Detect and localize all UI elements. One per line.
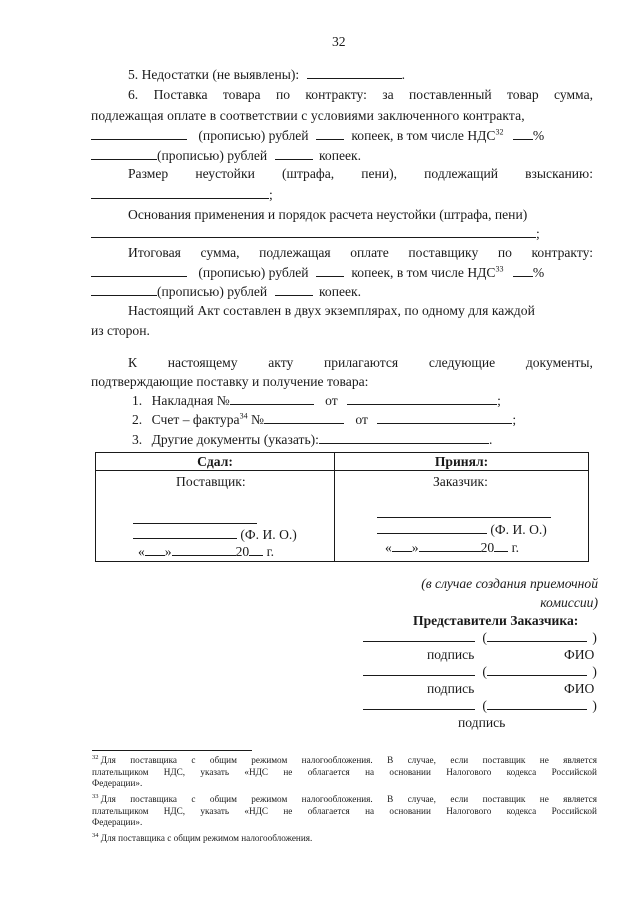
word: товара bbox=[222, 87, 261, 102]
total-line1 bbox=[128, 244, 593, 261]
word: не bbox=[539, 794, 549, 804]
signature-line bbox=[377, 505, 551, 518]
word: случае, bbox=[407, 755, 436, 765]
blank-field bbox=[316, 127, 344, 140]
word-text: Для bbox=[100, 794, 116, 804]
word: является bbox=[563, 755, 597, 765]
blank-field bbox=[419, 539, 481, 552]
footnote-ref: 32 bbox=[495, 127, 504, 137]
word: товар bbox=[506, 87, 539, 102]
doc-label: Другие документы (указать): bbox=[151, 432, 319, 447]
footnote-line bbox=[92, 767, 597, 779]
blank-field bbox=[145, 543, 165, 556]
word: кодекса bbox=[506, 766, 537, 777]
word: указать bbox=[200, 766, 230, 777]
word: Поставка bbox=[153, 87, 208, 102]
semicolon: ; bbox=[512, 412, 517, 427]
attach-line2: подтверждающие поставку и получение товара: bbox=[91, 374, 369, 389]
supplier-role: Поставщик: bbox=[176, 474, 246, 489]
doc-item-2 bbox=[132, 411, 516, 428]
total-line2 bbox=[91, 264, 544, 281]
word: прилагаются bbox=[323, 355, 399, 370]
fio-label: (Ф. И. О.) bbox=[490, 522, 547, 537]
word: режимом bbox=[251, 794, 288, 804]
text: (прописью) рублей bbox=[157, 148, 268, 163]
word: не bbox=[283, 805, 293, 816]
word: оплате bbox=[350, 245, 389, 260]
blank-field bbox=[363, 663, 475, 676]
period: . bbox=[401, 67, 405, 82]
semicolon: ; bbox=[269, 187, 273, 202]
word: пени), bbox=[361, 166, 398, 181]
word: документы, bbox=[525, 355, 593, 370]
customer-role: Заказчик: bbox=[433, 474, 488, 489]
word: общим bbox=[209, 794, 237, 804]
blank-field bbox=[275, 147, 313, 160]
word: на bbox=[365, 805, 375, 816]
rep-fio-label-2: ФИО bbox=[564, 681, 595, 696]
rep-line-2 bbox=[363, 663, 597, 680]
word: контракту: bbox=[305, 87, 367, 102]
attach-line1 bbox=[128, 354, 593, 371]
rep-sign-label-3: подпись bbox=[458, 715, 506, 730]
customer-date-line bbox=[385, 539, 519, 556]
blank-field bbox=[275, 283, 313, 296]
blank-field bbox=[487, 629, 587, 642]
customer-cell bbox=[335, 471, 589, 562]
blank-field bbox=[319, 431, 489, 444]
text: копеек. bbox=[318, 148, 362, 163]
word: с bbox=[191, 755, 196, 765]
doc-number: 1. bbox=[132, 393, 143, 408]
word-text: Для bbox=[100, 755, 116, 765]
footnote-line: Федерации». bbox=[92, 778, 143, 788]
percent-sign: % bbox=[532, 128, 545, 143]
blank-field bbox=[377, 521, 487, 534]
word: поставленный bbox=[409, 87, 492, 102]
text: копеек, в том числе НДС bbox=[351, 265, 496, 280]
word: К bbox=[128, 355, 138, 370]
percent-sign: % bbox=[532, 265, 545, 280]
word: сумма, bbox=[200, 245, 240, 260]
word: за bbox=[382, 87, 394, 102]
text: копеек. bbox=[318, 284, 362, 299]
word: настоящему bbox=[167, 355, 238, 370]
doc-from: от bbox=[325, 393, 338, 408]
rep-line-1 bbox=[363, 629, 597, 646]
item6-line3 bbox=[91, 127, 544, 144]
total-line3 bbox=[91, 283, 361, 300]
word: основании bbox=[389, 805, 431, 816]
doc-number: 2. bbox=[132, 412, 143, 427]
item6-line4 bbox=[91, 147, 361, 164]
text: копеек, в том числе НДС bbox=[351, 128, 496, 143]
word: случае, bbox=[407, 794, 436, 804]
word: подлежащий bbox=[424, 166, 498, 181]
paren-close: ) bbox=[592, 698, 597, 713]
word: если bbox=[450, 755, 469, 765]
semicolon: ; bbox=[536, 226, 540, 241]
blank-field bbox=[249, 543, 263, 556]
penalty-line bbox=[128, 165, 593, 182]
word: Размер bbox=[128, 166, 169, 181]
word: налогообложения. bbox=[301, 794, 373, 804]
word: следующие bbox=[428, 355, 496, 370]
word: является bbox=[563, 794, 597, 804]
representatives-heading: Представители Заказчика: bbox=[413, 613, 579, 628]
fio-label: (Ф. И. О.) bbox=[240, 527, 297, 542]
semicolon: ; bbox=[497, 393, 501, 408]
doc-item-3 bbox=[132, 431, 492, 448]
year-prefix: 20 bbox=[235, 544, 250, 559]
word: Российской bbox=[551, 805, 597, 816]
doc-from: от bbox=[355, 412, 368, 427]
text: (прописью) рублей bbox=[157, 284, 268, 299]
handed-over-header bbox=[96, 453, 335, 471]
footnote-line bbox=[92, 794, 597, 806]
date-close: » bbox=[164, 544, 172, 559]
text: (прописью) рублей bbox=[198, 128, 309, 143]
footnote-line: Федерации». bbox=[92, 817, 143, 827]
accepted-header bbox=[335, 453, 589, 471]
word: режимом bbox=[251, 755, 288, 765]
word: В bbox=[387, 755, 394, 765]
rep-fio-label-1: ФИО bbox=[564, 647, 595, 662]
word: указать bbox=[200, 805, 230, 816]
word: поставщик bbox=[482, 794, 526, 804]
word: налогообложения. bbox=[301, 755, 373, 765]
word: неустойки bbox=[195, 166, 255, 181]
blank-field bbox=[363, 629, 475, 642]
item6-line1 bbox=[128, 86, 593, 103]
blank-field bbox=[91, 283, 157, 296]
word bbox=[92, 794, 116, 806]
footnote-ref: 33 bbox=[495, 264, 504, 274]
paren-close: ) bbox=[592, 664, 597, 679]
word: плательщиком bbox=[92, 805, 149, 816]
doc-item-1 bbox=[132, 392, 501, 409]
word: сумма, bbox=[553, 87, 593, 102]
blank-field bbox=[133, 526, 237, 539]
blank-field bbox=[513, 127, 533, 140]
commission-note-line2: комиссии) bbox=[540, 595, 598, 610]
word: Российской bbox=[551, 766, 597, 777]
penalty-blank-line bbox=[91, 186, 273, 203]
header-text: Сдал: bbox=[197, 454, 233, 469]
blank-field bbox=[494, 539, 508, 552]
blank-field bbox=[487, 697, 587, 710]
word: «НДС bbox=[244, 766, 269, 777]
word: Итоговая bbox=[128, 245, 181, 260]
blank-field bbox=[307, 66, 402, 79]
copies-line2: из сторон. bbox=[91, 323, 150, 338]
word: акту bbox=[268, 355, 294, 370]
word: облагается bbox=[307, 766, 350, 777]
word: облагается bbox=[307, 805, 350, 816]
supplier-date-line bbox=[138, 543, 274, 560]
footnote-number: 33 bbox=[92, 792, 99, 800]
blank-field bbox=[513, 264, 533, 277]
paren-open: ( bbox=[482, 664, 487, 679]
header-text: Принял: bbox=[434, 454, 489, 469]
word: поставщика bbox=[130, 755, 178, 765]
blank-field bbox=[91, 264, 187, 277]
word: поставщику bbox=[408, 245, 479, 260]
word: «НДС bbox=[244, 805, 269, 816]
word: поставщика bbox=[130, 794, 178, 804]
paren-close: ) bbox=[592, 630, 597, 645]
word: общим bbox=[209, 755, 237, 765]
blank-field bbox=[377, 411, 512, 424]
customer-fio-line bbox=[377, 521, 547, 538]
blank-field bbox=[487, 663, 587, 676]
supplier-fio-line bbox=[133, 526, 297, 543]
item5-line bbox=[128, 66, 405, 83]
year-suffix: г. bbox=[266, 544, 275, 559]
supplier-cell bbox=[96, 471, 335, 562]
doc-label: Счет – фактура bbox=[151, 412, 240, 427]
footnote-line bbox=[92, 806, 597, 818]
footnote-34 bbox=[92, 833, 312, 845]
word: по bbox=[275, 87, 291, 102]
footnote-33 bbox=[92, 794, 597, 829]
item6-line2: подлежащая оплате в соответствии с условиями заключенного контракта, bbox=[91, 108, 525, 123]
word: не bbox=[283, 766, 293, 777]
word: кодекса bbox=[506, 805, 537, 816]
word: НДС, bbox=[163, 766, 186, 777]
word bbox=[92, 755, 116, 767]
blank-field bbox=[91, 225, 536, 238]
word: взысканию: bbox=[525, 166, 593, 181]
word: Налогового bbox=[446, 766, 492, 777]
blank-field bbox=[91, 186, 269, 199]
word: контракту: bbox=[531, 245, 593, 260]
paren-open: ( bbox=[482, 698, 487, 713]
word: НДС, bbox=[163, 805, 186, 816]
commission-note-line1: (в случае создания приемочной bbox=[421, 576, 598, 591]
rep-line-3 bbox=[363, 697, 597, 714]
doc-label: Накладная № bbox=[151, 393, 230, 408]
period: . bbox=[488, 432, 493, 447]
doc-label-no: № bbox=[247, 412, 264, 427]
footnote-text: Для поставщика с общим режимом налогообложения. bbox=[100, 833, 313, 843]
word: подлежащая bbox=[259, 245, 331, 260]
blank-field bbox=[347, 392, 497, 405]
blank-field bbox=[392, 539, 412, 552]
year-prefix: 20 bbox=[480, 540, 495, 555]
footnote-line bbox=[92, 755, 597, 767]
blank-field bbox=[316, 264, 344, 277]
word: на bbox=[365, 766, 375, 777]
word: не bbox=[539, 755, 549, 765]
word: по bbox=[497, 245, 512, 260]
footnote-number: 32 bbox=[92, 753, 99, 761]
blank-field bbox=[91, 127, 187, 140]
rep-sign-label-2: подпись bbox=[427, 681, 475, 696]
footnote-separator bbox=[92, 750, 252, 751]
word: (штрафа, bbox=[281, 166, 335, 181]
word: Налогового bbox=[446, 805, 492, 816]
basis-line: Основания применения и порядок расчета неустойки (штрафа, пени) bbox=[128, 207, 528, 222]
footnote-ref: 34 bbox=[239, 411, 248, 421]
copies-line1: Настоящий Акт составлен в двух экземплярах, по одному для каждой bbox=[128, 303, 535, 318]
doc-number: 3. bbox=[132, 432, 143, 447]
word: основании bbox=[389, 766, 431, 777]
year-suffix: г. bbox=[511, 540, 520, 555]
footnote-32 bbox=[92, 755, 597, 790]
date-open: « bbox=[385, 540, 392, 555]
blank-field bbox=[363, 697, 475, 710]
word: В bbox=[387, 794, 394, 804]
footnote-number: 34 bbox=[92, 831, 99, 839]
rep-sign-label-1: подпись bbox=[427, 647, 475, 662]
page-number: 32 bbox=[332, 34, 346, 49]
blank-field bbox=[230, 392, 314, 405]
blank-field bbox=[264, 411, 344, 424]
basis-blank-line bbox=[91, 225, 540, 242]
paren-open: ( bbox=[482, 630, 487, 645]
word: поставщик bbox=[482, 755, 526, 765]
date-open: « bbox=[138, 544, 145, 559]
word: плательщиком bbox=[92, 766, 149, 777]
blank-field bbox=[172, 543, 236, 556]
signature-line bbox=[133, 511, 257, 524]
blank-field bbox=[91, 147, 157, 160]
date-close: » bbox=[411, 540, 419, 555]
item5-label: 5. Недостатки (не выявлены): bbox=[128, 67, 300, 82]
word: с bbox=[191, 794, 196, 804]
word: если bbox=[450, 794, 469, 804]
signature-table bbox=[95, 452, 589, 562]
text: (прописью) рублей bbox=[198, 265, 309, 280]
word: 6. bbox=[128, 87, 139, 102]
